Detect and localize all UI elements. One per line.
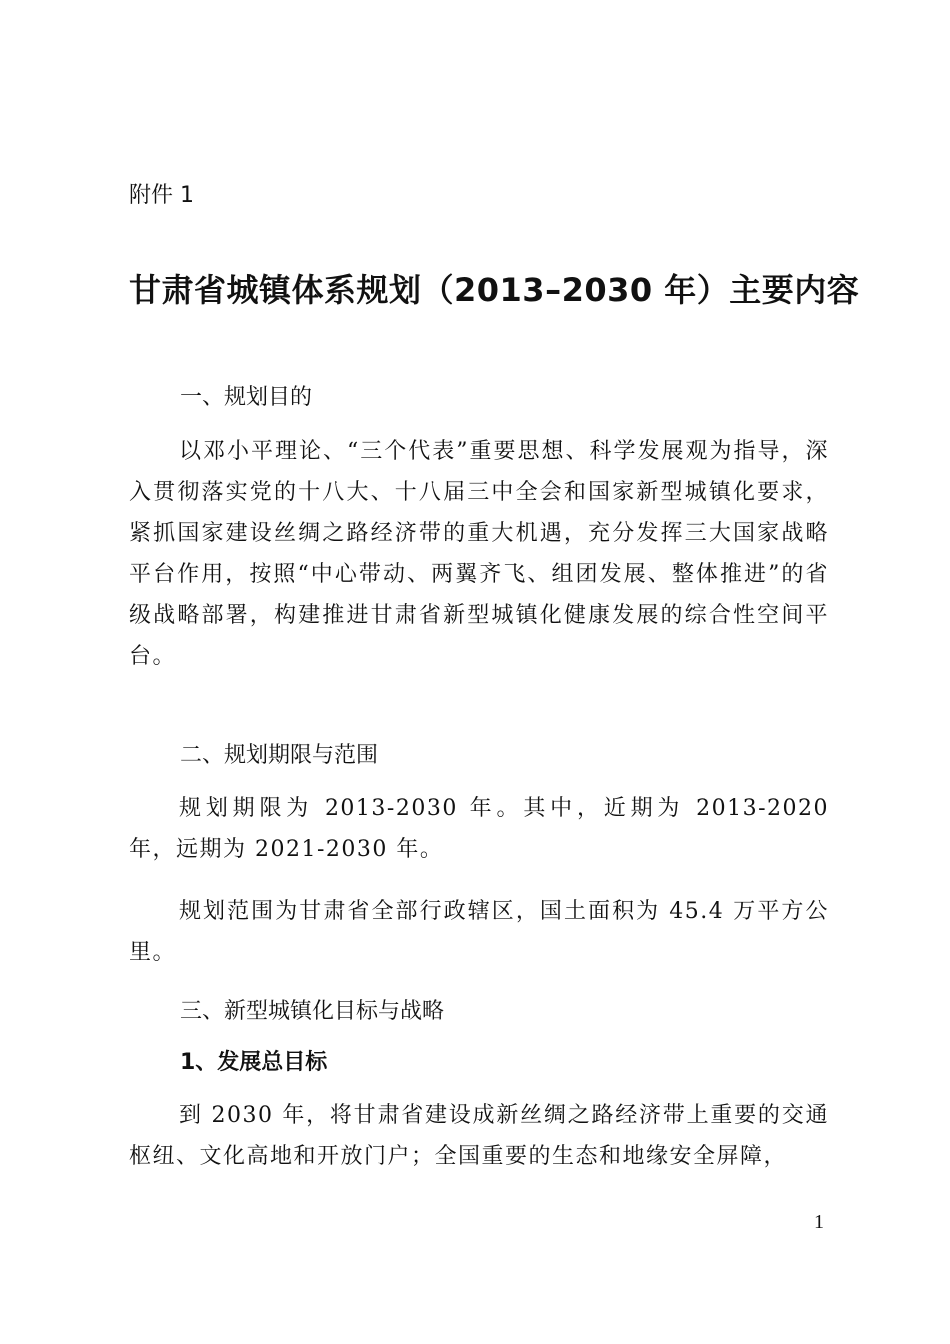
attachment-label: 附件 1 — [129, 183, 194, 208]
paragraph-scope: 规划范围为甘肃省全部行政辖区，国土面积为 45.4 万平方公里。 — [129, 899, 829, 965]
section-heading-goals-strategy: 三、新型城镇化目标与战略 — [180, 999, 445, 1024]
paragraph-purpose: 以邓小平理论、“三个代表”重要思想、科学发展观为指导，深入贯彻落实党的十八大、十八届三中全会和国家新型城镇化要求，紧抓国家建设丝绸之路经济带的重大机遇，充分发挥三大国家战略平台作用，按照“中心带动、两翼齐飞、组团发展、整体推进”的省级战略部署，构建推进甘肃省新型城镇化健康发展的综合性空间平台。 — [129, 439, 829, 669]
paragraph-overall-goal: 到 2030 年，将甘肃省建设成新丝绸之路经济带上重要的交通枢纽、文化高地和开放门户；全国重要的生态和地缘安全屏障， — [129, 1103, 829, 1169]
subsection-heading-overall-goal: 1、发展总目标 — [180, 1050, 328, 1075]
paragraph-period: 规划期限为 2013-2030 年。其中，近期为 2013-2020 年，远期为 2021-2030 年。 — [129, 796, 829, 862]
page-number: 1 — [814, 1211, 824, 1233]
document-title: 甘肃省城镇体系规划（2013–2030 年）主要内容 — [129, 271, 860, 309]
section-heading-purpose: 一、规划目的 — [180, 385, 313, 410]
section-heading-period-scope: 二、规划期限与范围 — [180, 743, 379, 768]
